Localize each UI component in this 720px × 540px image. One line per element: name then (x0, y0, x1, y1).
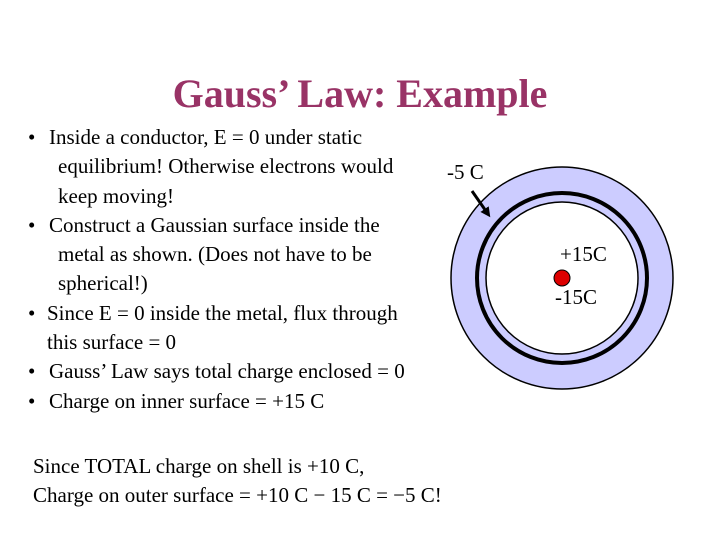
bullet-icon: • (28, 359, 36, 384)
slide-title: Gauss’ Law: Example (172, 71, 548, 116)
point-charge (554, 270, 570, 286)
point-charge-label: -15C (555, 285, 597, 309)
bullet-icon: • (28, 212, 36, 237)
inner-surface-label: +15C (560, 242, 607, 266)
bullet-text: Gauss’ Law says total charge enclosed = 0 (49, 359, 405, 384)
bullet-text: Construct a Gaussian surface inside the metal as shown. (Does not have to be spherical!) (49, 212, 380, 296)
bullet-icon: • (28, 300, 36, 325)
bullet-icon: • (28, 125, 36, 149)
bullet-text: Charge on inner surface = +15 C (49, 388, 325, 413)
bullet-text: Inside a conductor, E = 0 under static equilibrium! Otherwise electrons would keep moving! (49, 125, 394, 208)
bullet-icon: • (28, 388, 36, 413)
outer-charge-label: -5 C (447, 160, 484, 184)
conclusion-line: Charge on outer surface = +10 C − 15 C = −5 C! (33, 483, 442, 507)
conclusion-line: Since TOTAL charge on shell is +10 C, (33, 454, 365, 478)
bullet-text: Since E = 0 inside the metal, flux through this surface = 0 (47, 300, 398, 355)
